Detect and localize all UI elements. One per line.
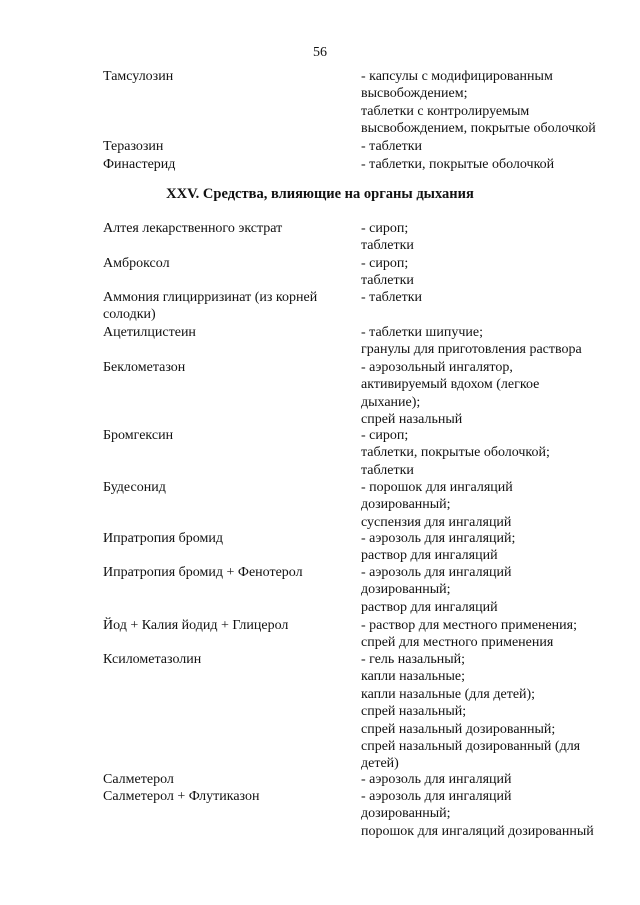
dosage-form: - сироп;: [361, 428, 409, 443]
dosage-form: - капсулы с модифицированным: [361, 69, 553, 84]
dosage-forms: [361, 68, 631, 138]
dosage-forms: [361, 255, 631, 290]
drug-name-line: солодки): [103, 307, 156, 323]
dosage-form: - гель назальный;: [361, 652, 466, 667]
drug-name: Ксилометазолин: [103, 652, 202, 667]
dosage-form: раствор для ингаляций: [361, 548, 498, 564]
drug-name: Беклометазон: [103, 360, 186, 375]
dosage-form: спрей назальный дозированный;: [361, 721, 556, 737]
dosage-forms: [361, 359, 631, 429]
dosage-form: спрей для местного применения: [361, 635, 554, 651]
page-number: 56: [313, 45, 327, 60]
dosage-form: - аэрозоль для ингаляций: [361, 789, 512, 804]
dosage-forms: [361, 324, 631, 359]
dosage-form: высвобождением;: [361, 86, 468, 102]
dosage-form: - сироп;: [361, 256, 409, 271]
dosage-form: активируемый вдохом (легкое: [361, 377, 540, 393]
dosage-form: - порошок для ингаляций: [361, 480, 513, 495]
dosage-form: порошок для ингаляций дозированный: [361, 823, 594, 839]
dosage-form: - таблетки шипучие;: [361, 325, 483, 340]
drug-name: Салметерол + Флутиказон: [103, 789, 260, 804]
drug-name: Будесонид: [103, 480, 166, 495]
section-title: XXV. Средства, влияющие на органы дыхания: [166, 186, 474, 202]
dosage-form: спрей назальный: [361, 412, 463, 428]
dosage-form: дозированный;: [361, 582, 451, 598]
dosage-form: таблетки с контролируемым: [361, 103, 530, 119]
dosage-form: таблетки: [361, 462, 414, 478]
drug-name: Ацетилцистеин: [103, 325, 196, 340]
dosage-forms: [361, 651, 631, 773]
dosage-form: - аэрозольный ингалятор,: [361, 360, 513, 375]
drug-name: Салметерол: [103, 772, 174, 787]
dosage-form: спрей назальный;: [361, 704, 467, 720]
dosage-form: - сироп;: [361, 221, 409, 236]
dosage-forms: [361, 427, 631, 479]
dosage-form: высвобождением, покрытые оболочкой: [361, 121, 596, 137]
drug-name: Йод + Калия йодид + Глицерол: [103, 618, 289, 633]
dosage-form: детей): [361, 756, 399, 772]
dosage-form: суспензия для ингаляций: [361, 514, 512, 530]
drug-name: Ипратропия бромид: [103, 531, 223, 546]
drug-name: Ипратропия бромид + Фенотерол: [103, 565, 303, 580]
dosage-form: - аэрозоль для ингаляций: [361, 565, 512, 580]
drug-name: [103, 289, 348, 324]
dosage-forms: [361, 788, 631, 840]
dosage-form: - таблетки: [361, 290, 423, 305]
dosage-forms: [361, 771, 631, 788]
drug-name: Финастерид: [103, 157, 176, 172]
dosage-forms: [361, 138, 631, 155]
drug-name: Тамсулозин: [103, 69, 174, 84]
dosage-form: - раствор для местного применения;: [361, 618, 577, 633]
dosage-form: дозированный;: [361, 497, 451, 513]
dosage-form: таблетки, покрытые оболочкой;: [361, 445, 550, 461]
dosage-form: - таблетки, покрытые оболочкой: [361, 157, 555, 172]
dosage-forms: [361, 617, 631, 652]
dosage-form: таблетки: [361, 238, 414, 254]
dosage-form: - аэрозоль для ингаляций;: [361, 531, 516, 546]
dosage-forms: [361, 564, 631, 616]
dosage-form: дозированный;: [361, 806, 451, 822]
dosage-form: - таблетки: [361, 139, 423, 154]
dosage-forms: [361, 530, 631, 565]
dosage-form: гранулы для приготовления раствора: [361, 342, 582, 358]
dosage-forms: [361, 479, 631, 531]
dosage-form: раствор для ингаляций: [361, 599, 498, 615]
dosage-forms: [361, 220, 631, 255]
drug-name-line: Аммония глицирризинат (из корней: [103, 290, 318, 305]
drug-name: Амброксол: [103, 256, 170, 271]
drug-name: Бромгексин: [103, 428, 174, 443]
drug-name: Алтея лекарственного экстрат: [103, 221, 283, 236]
dosage-form: спрей назальный дозированный (для: [361, 739, 581, 755]
drug-name: Теразозин: [103, 139, 164, 154]
dosage-form: капли назальные;: [361, 669, 466, 685]
dosage-form: таблетки: [361, 273, 414, 289]
dosage-form: - аэрозоль для ингаляций: [361, 772, 512, 787]
dosage-forms: [361, 156, 631, 173]
dosage-form: капли назальные (для детей);: [361, 686, 536, 702]
dosage-form: дыхание);: [361, 394, 421, 410]
dosage-forms: [361, 289, 631, 306]
